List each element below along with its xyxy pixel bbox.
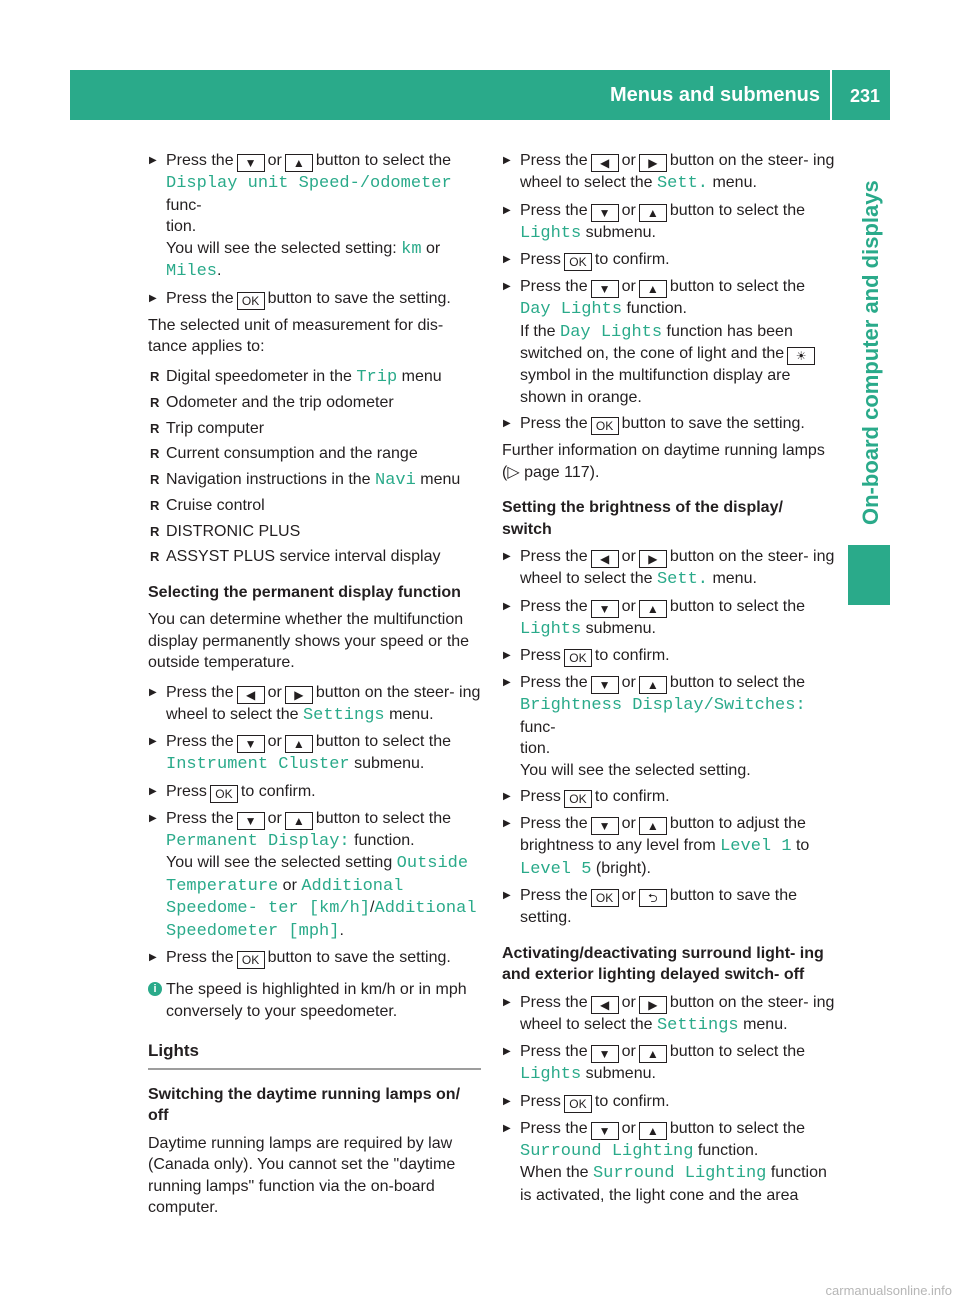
watermark: carmanualsonline.info — [825, 1283, 952, 1298]
list-item: R Odometer and the trip odometer — [148, 392, 481, 414]
ok-key-icon: OK — [591, 889, 619, 907]
paragraph: Daytime running lamps are required by law (Canada only). You cannot set the "daytime running lamps" function via the on-board computer. — [148, 1134, 456, 1216]
step: ▶ Press the ◀ or ▶ button on the steer- ing wheel to select the Sett. menu. — [502, 546, 835, 591]
down-key-icon: ▼ — [591, 600, 619, 618]
right-key-icon: ▶ — [639, 996, 667, 1014]
step: ▶ Press the OK button to save the setting. — [148, 288, 481, 310]
light-icon: ☀ — [787, 347, 815, 365]
step: ▶ Press the ◀ or ▶ button on the steer- ing wheel to select the Settings menu. — [502, 992, 835, 1037]
page-number: 231 — [849, 86, 880, 106]
step: ▶ Press the ▼ or ▲ button to select the Brightness Display/Switches: func- tion. You will see the selected setting. — [502, 672, 835, 781]
header-divider — [830, 70, 832, 120]
down-key-icon: ▼ — [591, 1045, 619, 1063]
up-key-icon: ▲ — [285, 812, 313, 830]
down-key-icon: ▼ — [591, 204, 619, 222]
up-key-icon: ▲ — [639, 1122, 667, 1140]
section-heading: Lights — [148, 1040, 481, 1070]
step: ▶ Press the OK button to save the setting. — [502, 413, 835, 435]
step: ▶ Press OK to confirm. — [502, 786, 835, 808]
step: ▶ Press the ◀ or ▶ button on the steer- ing wheel to select the Settings menu. — [148, 682, 481, 727]
down-key-icon: ▼ — [591, 1122, 619, 1140]
ok-key-icon: OK — [564, 253, 592, 271]
up-key-icon: ▲ — [639, 204, 667, 222]
step: ▶ Press OK to confirm. — [502, 1091, 835, 1113]
list-item: R Navigation instructions in the Navi menu — [148, 469, 481, 492]
step: ▶ Press OK to confirm. — [148, 781, 481, 803]
step: ▶ Press the ▼ or ▲ button to select the Lights submenu. — [502, 596, 835, 641]
info-icon: i — [148, 982, 162, 996]
section-tab — [848, 125, 890, 535]
left-key-icon: ◀ — [591, 154, 619, 172]
step: ▶ Press the ▼ or ▲ button to select the Display unit Speed-/odometer func- tion. You will see the selected setting: km or Miles. — [148, 150, 481, 283]
left-key-icon: ◀ — [591, 996, 619, 1014]
up-key-icon: ▲ — [639, 600, 667, 618]
down-key-icon: ▼ — [237, 735, 265, 753]
step: ▶ Press the ▼ or ▲ button to select the Lights submenu. — [502, 1041, 835, 1086]
step: ▶ Press OK to confirm. — [502, 249, 835, 271]
list-item: R Digital speedometer in the Trip menu — [148, 366, 481, 389]
list-item: R Trip computer — [148, 418, 481, 440]
step: ▶ Press the ▼ or ▲ button to select the Permanent Display: function. You will see the selected setting Outside Temperature or Additional Speedome- ter [km/h]/Additional Speedometer [mph]. — [148, 808, 481, 943]
ok-key-icon: OK — [564, 649, 592, 667]
ok-key-icon: OK — [210, 785, 238, 803]
up-key-icon: ▲ — [639, 676, 667, 694]
step: ▶ Press OK to confirm. — [502, 645, 835, 667]
up-key-icon: ▲ — [639, 817, 667, 835]
section-heading: Selecting the permanent display function — [148, 583, 461, 601]
up-key-icon: ▲ — [639, 280, 667, 298]
step: ▶ Press the ◀ or ▶ button on the steer- ing wheel to select the Sett. menu. — [502, 150, 835, 195]
step: ▶ Press the OK button to save the setting. — [148, 947, 481, 969]
ok-key-icon: OK — [237, 951, 265, 969]
step: ▶ Press the ▼ or ▲ button to adjust the brightness to any level from Level 1 to Level 5 (bright). — [502, 813, 835, 880]
list-item: R ASSYST PLUS service interval display — [148, 546, 481, 568]
ok-key-icon: OK — [237, 292, 265, 310]
paragraph: Further information on daytime running lamps (▷ page 117). — [502, 442, 825, 481]
step: ▶ Press the ▼ or ▲ button to select the Day Lights function. If the Day Lights function has been switched on, the cone of light and the ☀ symbol in the multifunction display are shown in orange. — [502, 276, 835, 408]
section-tab-label: On-board computer and displays — [858, 180, 883, 525]
ok-key-icon: OK — [564, 790, 592, 808]
right-key-icon: ▶ — [639, 154, 667, 172]
menu-term: Display unit Speed-/odometer — [166, 174, 452, 193]
paragraph: You can determine whether the multifunction display permanently shows your speed or the outside temperature. — [148, 611, 470, 671]
right-key-icon: ▶ — [639, 550, 667, 568]
list-item: R DISTRONIC PLUS — [148, 521, 481, 543]
list-item: R Current consumption and the range — [148, 443, 481, 465]
list-item: R Cruise control — [148, 495, 481, 517]
ok-key-icon: OK — [591, 417, 619, 435]
ok-key-icon: OK — [564, 1095, 592, 1113]
up-key-icon: ▲ — [285, 735, 313, 753]
up-key-icon: ▲ — [285, 154, 313, 172]
left-key-icon: ◀ — [591, 550, 619, 568]
step: ▶ Press the OK or ⮌ button to save the setting. — [502, 885, 835, 929]
down-key-icon: ▼ — [591, 817, 619, 835]
page-header — [70, 70, 890, 120]
left-column — [148, 150, 481, 1227]
info-note: i The speed is highlighted in km/h or in mph conversely to your speedometer. — [148, 979, 481, 1022]
paragraph: The selected unit of measurement for dis- tance applies to: — [148, 316, 444, 355]
section-heading: Activating/deactivating surround light- ing and exterior lighting delayed switch- off — [502, 944, 824, 983]
page-title: Menus and submenus — [609, 84, 820, 106]
section-marker — [848, 545, 890, 605]
step: ▶ Press the ▼ or ▲ button to select the Instrument Cluster submenu. — [148, 731, 481, 776]
right-column — [502, 150, 835, 1211]
down-key-icon: ▼ — [237, 154, 265, 172]
up-key-icon: ▲ — [639, 1045, 667, 1063]
right-key-icon: ▶ — [285, 686, 313, 704]
step: ▶ Press the ▼ or ▲ button to select the Lights submenu. — [502, 200, 835, 245]
down-key-icon: ▼ — [591, 676, 619, 694]
down-key-icon: ▼ — [591, 280, 619, 298]
step: ▶ Press the ▼ or ▲ button to select the Surround Lighting function. When the Surround Lighting function is activated, the light cone and the area — [502, 1118, 835, 1207]
section-heading: Setting the brightness of the display/ switch — [502, 499, 783, 538]
left-key-icon: ◀ — [237, 686, 265, 704]
down-key-icon: ▼ — [237, 812, 265, 830]
subsection-heading: Switching the daytime running lamps on/ off — [148, 1085, 461, 1124]
back-key-icon: ⮌ — [639, 889, 667, 907]
